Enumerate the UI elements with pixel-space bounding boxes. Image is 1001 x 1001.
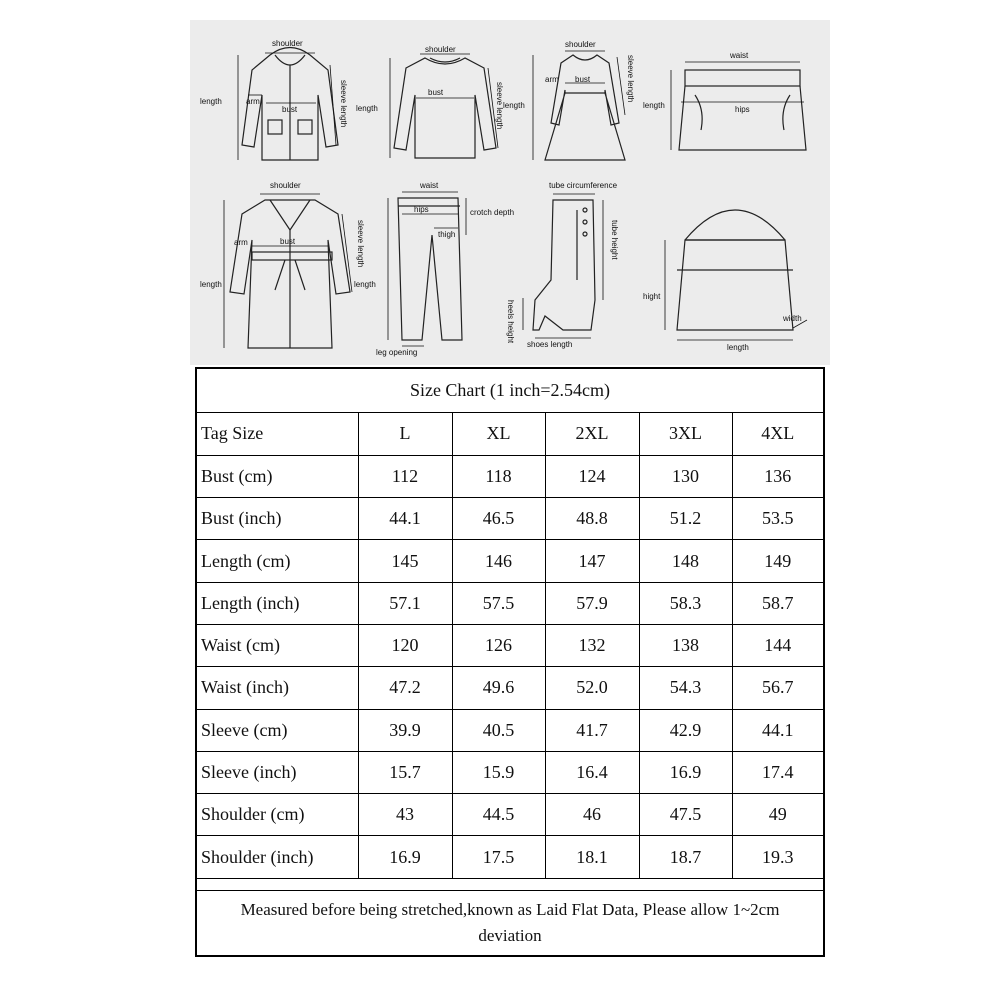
value-cell: 58.3	[639, 582, 732, 624]
coat-diagram	[200, 180, 370, 360]
bag-illustration	[655, 180, 820, 360]
hoodie-arm-label: arm	[246, 97, 260, 106]
bag-hight-label: hight	[643, 292, 661, 301]
sweater-sleeve-length-label: sleeve length	[495, 82, 504, 130]
table-row	[197, 836, 823, 878]
value-cell: 43	[358, 794, 452, 836]
header-size-cell: 2XL	[545, 413, 639, 455]
dress-sleeve-length-label: sleeve length	[626, 55, 635, 103]
dress-bust-label: bust	[575, 75, 591, 84]
value-cell: 18.7	[639, 836, 732, 878]
boot-illustration	[515, 180, 640, 360]
value-cell: 130	[639, 455, 732, 497]
dress-length-label: length	[503, 101, 525, 110]
table-row	[197, 455, 823, 497]
value-cell: 15.9	[452, 751, 545, 793]
value-cell: 18.1	[545, 836, 639, 878]
skirt-waist-label: waist	[730, 51, 749, 60]
value-cell: 49	[732, 794, 823, 836]
row-label-cell: Length (cm)	[197, 540, 358, 582]
value-cell: 57.5	[452, 582, 545, 624]
value-cell: 148	[639, 540, 732, 582]
pants-crotch-depth-label: crotch depth	[470, 208, 515, 217]
value-cell: 16.9	[358, 836, 452, 878]
sweater-illustration	[380, 40, 510, 175]
row-label-cell: Sleeve (inch)	[197, 751, 358, 793]
boot-tube-height-label: tube height	[610, 220, 619, 260]
value-cell: 17.4	[732, 751, 823, 793]
pants-length-label: length	[354, 280, 376, 289]
value-cell: 124	[545, 455, 639, 497]
table-row	[197, 751, 823, 793]
value-cell: 138	[639, 624, 732, 666]
value-cell: 144	[732, 624, 823, 666]
value-cell: 57.1	[358, 582, 452, 624]
size-chart-title: Size Chart (1 inch=2.54cm)	[197, 369, 823, 413]
coat-length-label: length	[200, 280, 222, 289]
row-label-cell: Bust (inch)	[197, 498, 358, 540]
value-cell: 40.5	[452, 709, 545, 751]
value-cell: 44.5	[452, 794, 545, 836]
row-label-cell: Waist (cm)	[197, 624, 358, 666]
sweater-diagram	[356, 40, 510, 175]
boot-heels-height-label: heels height	[506, 300, 515, 344]
pants-illustration	[380, 180, 510, 360]
sweater-length-label: length	[356, 104, 378, 113]
coat-sleeve-length-label: sleeve length	[356, 220, 365, 268]
value-cell: 56.7	[732, 667, 823, 709]
table-row	[197, 540, 823, 582]
hoodie-shoulder-label: shoulder	[272, 39, 303, 48]
value-cell: 48.8	[545, 498, 639, 540]
table-row	[197, 667, 823, 709]
value-cell: 112	[358, 455, 452, 497]
value-cell: 126	[452, 624, 545, 666]
value-cell: 46.5	[452, 498, 545, 540]
coat-bust-label: bust	[280, 237, 296, 246]
value-cell: 146	[452, 540, 545, 582]
row-label-cell: Bust (cm)	[197, 455, 358, 497]
value-cell: 147	[545, 540, 639, 582]
table-row	[197, 498, 823, 540]
dress-shoulder-label: shoulder	[565, 40, 596, 49]
header-size-cell: 4XL	[732, 413, 823, 455]
value-cell: 44.1	[358, 498, 452, 540]
value-cell: 16.9	[639, 751, 732, 793]
value-cell: 16.4	[545, 751, 639, 793]
value-cell: 136	[732, 455, 823, 497]
measurement-diagrams	[190, 20, 830, 365]
coat-shoulder-label: shoulder	[270, 181, 301, 190]
value-cell: 41.7	[545, 709, 639, 751]
table-row	[197, 794, 823, 836]
row-label-cell: Shoulder (cm)	[197, 794, 358, 836]
skirt-length-label: length	[643, 101, 665, 110]
sweater-bust-label: bust	[428, 88, 444, 97]
value-cell: 149	[732, 540, 823, 582]
table-header-row	[197, 413, 823, 455]
value-cell: 120	[358, 624, 452, 666]
value-cell: 53.5	[732, 498, 823, 540]
hoodie-sleeve-length-label: sleeve length	[339, 80, 348, 128]
value-cell: 52.0	[545, 667, 639, 709]
row-label-cell: Sleeve (cm)	[197, 709, 358, 751]
pants-thigh-label: thigh	[438, 230, 456, 239]
hoodie-length-label: length	[200, 97, 222, 106]
value-cell: 47.5	[639, 794, 732, 836]
coat-arm-label: arm	[234, 238, 248, 247]
row-label-cell: Length (inch)	[197, 582, 358, 624]
table-row	[197, 582, 823, 624]
coat-illustration	[220, 180, 370, 360]
pants-waist-label: waist	[420, 181, 439, 190]
value-cell: 132	[545, 624, 639, 666]
dress-arm-label: arm	[545, 75, 559, 84]
pants-leg-opening-label: leg opening	[376, 348, 418, 357]
dress-illustration	[525, 35, 655, 175]
skirt-diagram	[643, 35, 820, 175]
value-cell: 51.2	[639, 498, 732, 540]
value-cell: 58.7	[732, 582, 823, 624]
boot-diagram	[506, 180, 640, 360]
value-cell: 54.3	[639, 667, 732, 709]
row-label-cell: Waist (inch)	[197, 667, 358, 709]
value-cell: 15.7	[358, 751, 452, 793]
value-cell: 19.3	[732, 836, 823, 878]
boot-shoes-length-label: shoes length	[527, 340, 573, 349]
value-cell: 57.9	[545, 582, 639, 624]
value-cell: 118	[452, 455, 545, 497]
value-cell: 49.6	[452, 667, 545, 709]
header-size-cell: 3XL	[639, 413, 732, 455]
value-cell: 46	[545, 794, 639, 836]
sweater-shoulder-label: shoulder	[425, 45, 456, 54]
value-cell: 145	[358, 540, 452, 582]
hoodie-bust-label: bust	[282, 105, 298, 114]
header-size-cell: XL	[452, 413, 545, 455]
value-cell: 44.1	[732, 709, 823, 751]
bag-length-label: length	[727, 343, 749, 352]
size-table	[197, 413, 823, 879]
header-label-cell: Tag Size	[197, 413, 358, 455]
value-cell: 39.9	[358, 709, 452, 751]
table-row	[197, 624, 823, 666]
size-chart	[195, 367, 825, 957]
pants-hips-label: hips	[414, 205, 429, 214]
bag-diagram	[643, 180, 820, 360]
skirt-hips-label: hips	[735, 105, 750, 114]
value-cell: 42.9	[639, 709, 732, 751]
size-chart-footnote: Measured before being stretched,known as Laid Flat Data, Please allow 1~2cm deviation	[197, 890, 823, 955]
header-size-cell: L	[358, 413, 452, 455]
boot-tube-circumference-label: tube circumference	[549, 181, 618, 190]
row-label-cell: Shoulder (inch)	[197, 836, 358, 878]
value-cell: 47.2	[358, 667, 452, 709]
bag-width-label: width	[783, 314, 802, 323]
dress-diagram	[503, 35, 655, 175]
value-cell: 17.5	[452, 836, 545, 878]
hoodie-diagram	[200, 35, 360, 175]
table-row	[197, 709, 823, 751]
